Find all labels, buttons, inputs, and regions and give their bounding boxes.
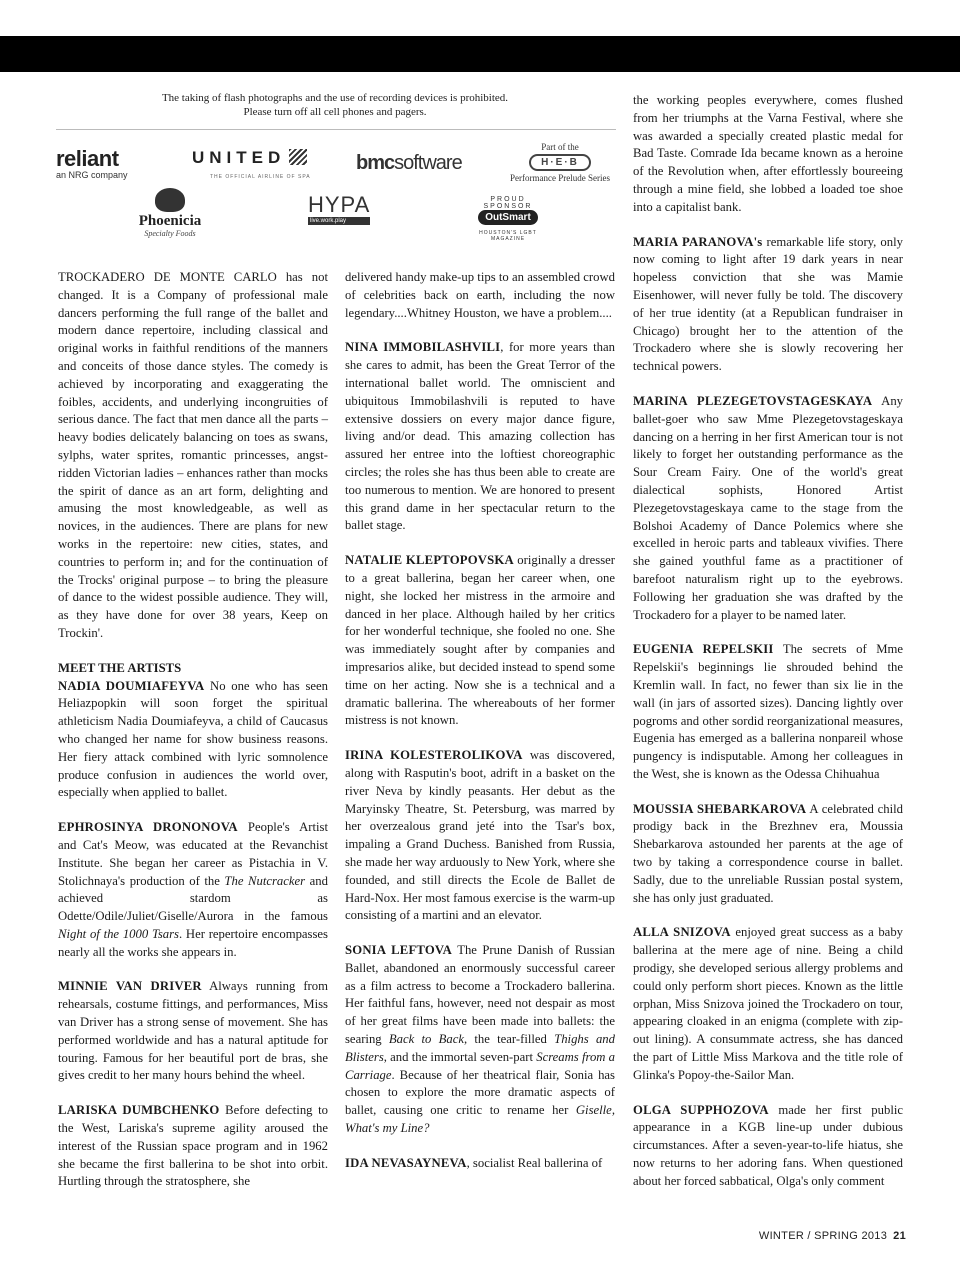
heb-logo (500, 142, 620, 183)
column-1 (58, 269, 328, 1191)
page-footer (740, 1230, 906, 1242)
bio-nina: NINA IMMOBILASHVILI, for more years than she cares to admit, has been the Great Terror of the international ballet world. The omniscient and ubiquitous Immobilashvili is reputed to have extensive dossiers on every major dance figure, living and/or dead. This amazing collection has assured her entree into the loftiest choreographic circles; the roles she has thus been able to create are too numerous to mention. We are honored to present this grand dame in her spectacular return to the ballet stage. (345, 340, 616, 533)
bio-eugenia: EUGENIA REPELSKII The secrets of Mme Repelskii's beginnings lie shrouded behind the Kremlin wall. In fact, no fewer than six lie in the wall (in jars of assorted sizes). Dancing lightly over pogroms and other sordid reorganizational measures, Eugenia has emerged as a ballerina nonpareil whose pungency is indisputable. Among her colleagues in the West, she is known as the Odessa Chihuahua (633, 642, 903, 781)
united-logo (192, 148, 311, 180)
notice-line-1: The taking of flash photographs and the use of recording devices is prohibited. (161, 92, 509, 104)
bio-minnie: MINNIE VAN DRIVER Always running from rehearsals, costume fittings, and performances, Miss van Driver has a strong sense of movement. She has performed worldwide and has a natural aptitude for touring. Famous for her beautiful port de bras, she gives credit to her many hours behind the wheel. (58, 979, 328, 1083)
bio-lariska-continued: delivered handy make-up tips to an assembled crowd of celebrities back on earth, including the now legendary....Whitney Houston, we have a problem.... (345, 270, 615, 320)
bio-nadia: NADIA DOUMIAFEYVA No one who has seen Heliazpopkin will soon forget the spiritual athleticism Nadia Doumiafeyva, a child of Caucasus who changed her name for show business reasons. Her fiery attack combined with lyric somnolence produce confusion in audiences the world over, especially when applied to ballet. (58, 678, 328, 800)
hypa-logo (308, 194, 370, 225)
bio-maria: MARIA PARANOVA's remarkable life story, only now coming to light after 19 dark years in near hopeless conviction that she was Mamie Eisenhower, will never fully be told. The discovery of her true identity (at a Republican fundraiser in Chicago) brought her to the attention of the Trockadero where she is slowly recovering her technical powers. (633, 234, 903, 374)
hypa-logo-name: HYPA (308, 192, 371, 217)
artist-name: EPHROSINYA DRONONOVA (58, 820, 238, 835)
outsmart-ring-text: PROUD SPONSOR (483, 196, 533, 210)
united-logo-name: UNITED (192, 148, 286, 167)
column-3 (633, 92, 903, 1191)
bio-ida: IDA NEVASAYNEVA, socialist Real ballerina of (345, 1155, 603, 1170)
artist-name: NATALIE KLEPTOPOVSKA (345, 553, 514, 568)
bmc-logo-rest: software (394, 152, 462, 174)
company-intro: TROCKADERO DE MONTE CARLO has not changed. It is a Company of professional male dancers performing the full range of the ballet and modern dance repertoire, including classical and original works in faithful renditions of the manners and conceits of those dance styles. The comedy is achieved by incorporating and exaggerating the foibles, accidents, and underlying incongruities of serious dance. The fact that men dance all the parts – heavy bodies delicately balancing on toes as swans, sylphs, water sprites, romantic princesses, angst-ridden Victorian ladies – enhances rather than mocks the spirit of dance as an art form, delighting and amusing the most knowledgeable, as well as novices, in the audiences. There are plans for new works in the repertoire: new cities, states, and countries to perform in; and for the continuation of the Trocks' original purpose – to bring the pleasure of dance to the widest possible audience. They will, as they have done for over 38 years, Keep on Trockin'. (58, 270, 328, 640)
united-logo-tagline: THE OFFICIAL AIRLINE OF SPA (210, 174, 311, 180)
outsmart-logo (468, 196, 548, 246)
united-globe-icon (289, 149, 307, 165)
phoenicia-logo-name: Phoenicia (138, 213, 202, 229)
notice-line-2: Please turn off all cell phones and pagers. (243, 106, 427, 118)
bio-lariska: LARISKA DUMBCHENKO Before defecting to the West, Lariska's supreme agility aroused the interest of the Russian space program and in 1962 she became the first ballerina to be shot into orbit. Hurtling through the stratosphere, she (58, 1103, 329, 1189)
bio-sonia: SONIA LEFTOVA The Prune Danish of Russian Ballet, abandoned an enormously successful career as a film actress to become a Trockadero ballerina. Her faithful fans, however, need not despair as most of her great films have been made into ballets: the searing Back to Back, the tear-filled Thighs and Blisters, and the immortal seven-part Screams from a Carriage. Because of her theatrical flair, Sonia has chosen to explore the more dramatic aspects of ballet, causing one critic to rename her Giselle, What's my Line? (345, 943, 616, 1136)
bio-ida-continued: the working peoples everywhere, comes flushed from her triumphs at the Varna Festival, where she was awarded a specially created plastic medal for Bad Taste. Comrade Ida became known as a heroine of the Revolution when, after effortlessly boureeing through a mine field, she lobbed a loaded toe shoe into a capitalist bank. (633, 93, 903, 214)
bio-irina: IRINA KOLESTEROLIKOVA was discovered, along with Rasputin's boot, adrift in a basket on the river Neva by kindly peasants. Her debut as the Maryinsky Theatre, St. Petersburg, was marred by her overzealous grand jeté into the Tsar's box, impaling a Grand Duchess. Banished from Russia, she made her way arduously to New York, where she founded, and still directs the Ecole de Ballet de Hard-Nox. Her most famous exercise is the warm-up consisting of a martini and an elevator. (345, 748, 615, 923)
artist-name: MOUSSIA SHEBARKAROVA (633, 801, 807, 816)
notice-divider (56, 129, 616, 130)
issue-label: WINTER / SPRING 2013 (758, 1230, 888, 1242)
artist-name: MARINA PLEZEGETOVSTAGESKAYA (633, 393, 873, 408)
artist-name: LARISKA DUMBCHENKO (58, 1103, 220, 1118)
reliant-logo-tagline: an NRG company (56, 170, 128, 180)
bio-natalie: NATALIE KLEPTOPOVSKA originally a dresser to a great ballerina, began her career when, one night, she locked her mistress in the armoire and danced in her place. Although hailed by her critics for her wonderful technique, she fooled no one. She was immediately sought after by companies and impresarios alike, but decided instead to spend some time on her acting. Now she is a technical and a dramatic ballerina. The whereabouts of her former mistress is not known. (345, 553, 615, 728)
section-heading: MEET THE ARTISTS (58, 660, 182, 675)
heb-part-of: Part of the (541, 142, 579, 152)
reliant-logo-name: reliant (56, 146, 119, 171)
artist-name: IDA NEVASAYNEVA (345, 1155, 467, 1170)
artist-name: IRINA KOLESTEROLIKOVA (345, 748, 523, 763)
bmc-logo (356, 152, 462, 175)
sponsor-logos (50, 136, 620, 254)
page-number: 21 (893, 1230, 906, 1242)
outsmart-badge: OutSmart (478, 210, 538, 225)
phoenicia-bird-icon (155, 188, 185, 212)
artist-name: NADIA DOUMIAFEYVA (58, 678, 205, 693)
heb-badge: H·E·B (529, 154, 591, 171)
artist-name: EUGENIA REPELSKII (633, 642, 774, 657)
heb-series: Performance Prelude Series (510, 173, 610, 183)
bio-olga: OLGA SUPPHOZOVA made her first public appearance in a KGB line-up under dubious circumstances. After a seven-year-to-life hiatus, she now returns to her adoring fans. When questioned about her forced sabbatical, Olga's only comment (633, 1102, 904, 1188)
artist-name: ALLA SNIZOVA (633, 925, 731, 940)
bio-marina: MARINA PLEZEGETOVSTAGESKAYA Any ballet-goer who saw Mme Plezegetovstageskaya dancing on a herring in her first American tour is not likely to forget her outstanding performance as the Sour Cream Fairy. One of the world's great dialectical sophists, Honored Artist Plezegetovstageskaya came to the stage from the Bolshoi Academy of Dance Polemics where she excelled in heroic parts and tableaux vivifies. There she gained youthful fame as a practitioner of barefoot naturalism right up to the eyebrows. Following her graduation she was drafted by the Trockadero for a player to be named later. (633, 393, 904, 622)
header-bar (0, 36, 960, 72)
artist-name: NINA IMMOBILASHVILI (345, 340, 501, 355)
bio-ephrosinya: EPHROSINYA DRONONOVA People's Artist and Cat's Meow, was educated at the Revanchist Institute. She began her career as Pistachia in V. Stolichnaya's production of the The Nutcracker and achieved stardom as Odette/Odile/Juliet/Giselle/Aurora in the famous Night of the 1000 Tsars. Her repertoire encompasses nearly all the works she appears in. (58, 820, 328, 959)
bio-moussia: MOUSSIA SHEBARKAROVA A celebrated child prodigy back in the Brezhnev era, Moussia Shebarkarova astounded her parents at the age of two by taking a correspondence course in ballet. Sadly, due to the unreliable Russian postal system, she has only just graduated. (633, 801, 904, 905)
hypa-logo-tagline: live.work.play (308, 217, 370, 225)
photo-notice (140, 91, 530, 119)
phoenicia-logo-tagline: Specialty Foods (144, 229, 196, 238)
reliant-logo (56, 146, 128, 180)
artist-name: MARIA PARANOVA's (633, 234, 763, 249)
bmc-logo-bold: bmc (356, 152, 395, 174)
bio-alla: ALLA SNIZOVA enjoyed great success as a baby ballerina at the mere age of nine. Being a child prodigy, she developed serious allergy problems and could only perform short pieces. Known as the little orphan, Miss Snizova joined the Trockadero on tour, appearing cloaked in an enigma (complete with zip-out lining). A consummate actress, she has danced the part of Little Miss Markova and the title role of Glinka's Popoy-the-Sailor Man. (633, 925, 904, 1082)
artist-name: SONIA LEFTOVA (345, 943, 452, 958)
outsmart-subtitle: HOUSTON'S LGBT MAGAZINE (479, 230, 537, 242)
column-2 (345, 269, 615, 1173)
phoenicia-logo (134, 188, 206, 238)
artist-name: MINNIE VAN DRIVER (58, 979, 202, 994)
artist-name: OLGA SUPPHOZOVA (633, 1102, 769, 1117)
